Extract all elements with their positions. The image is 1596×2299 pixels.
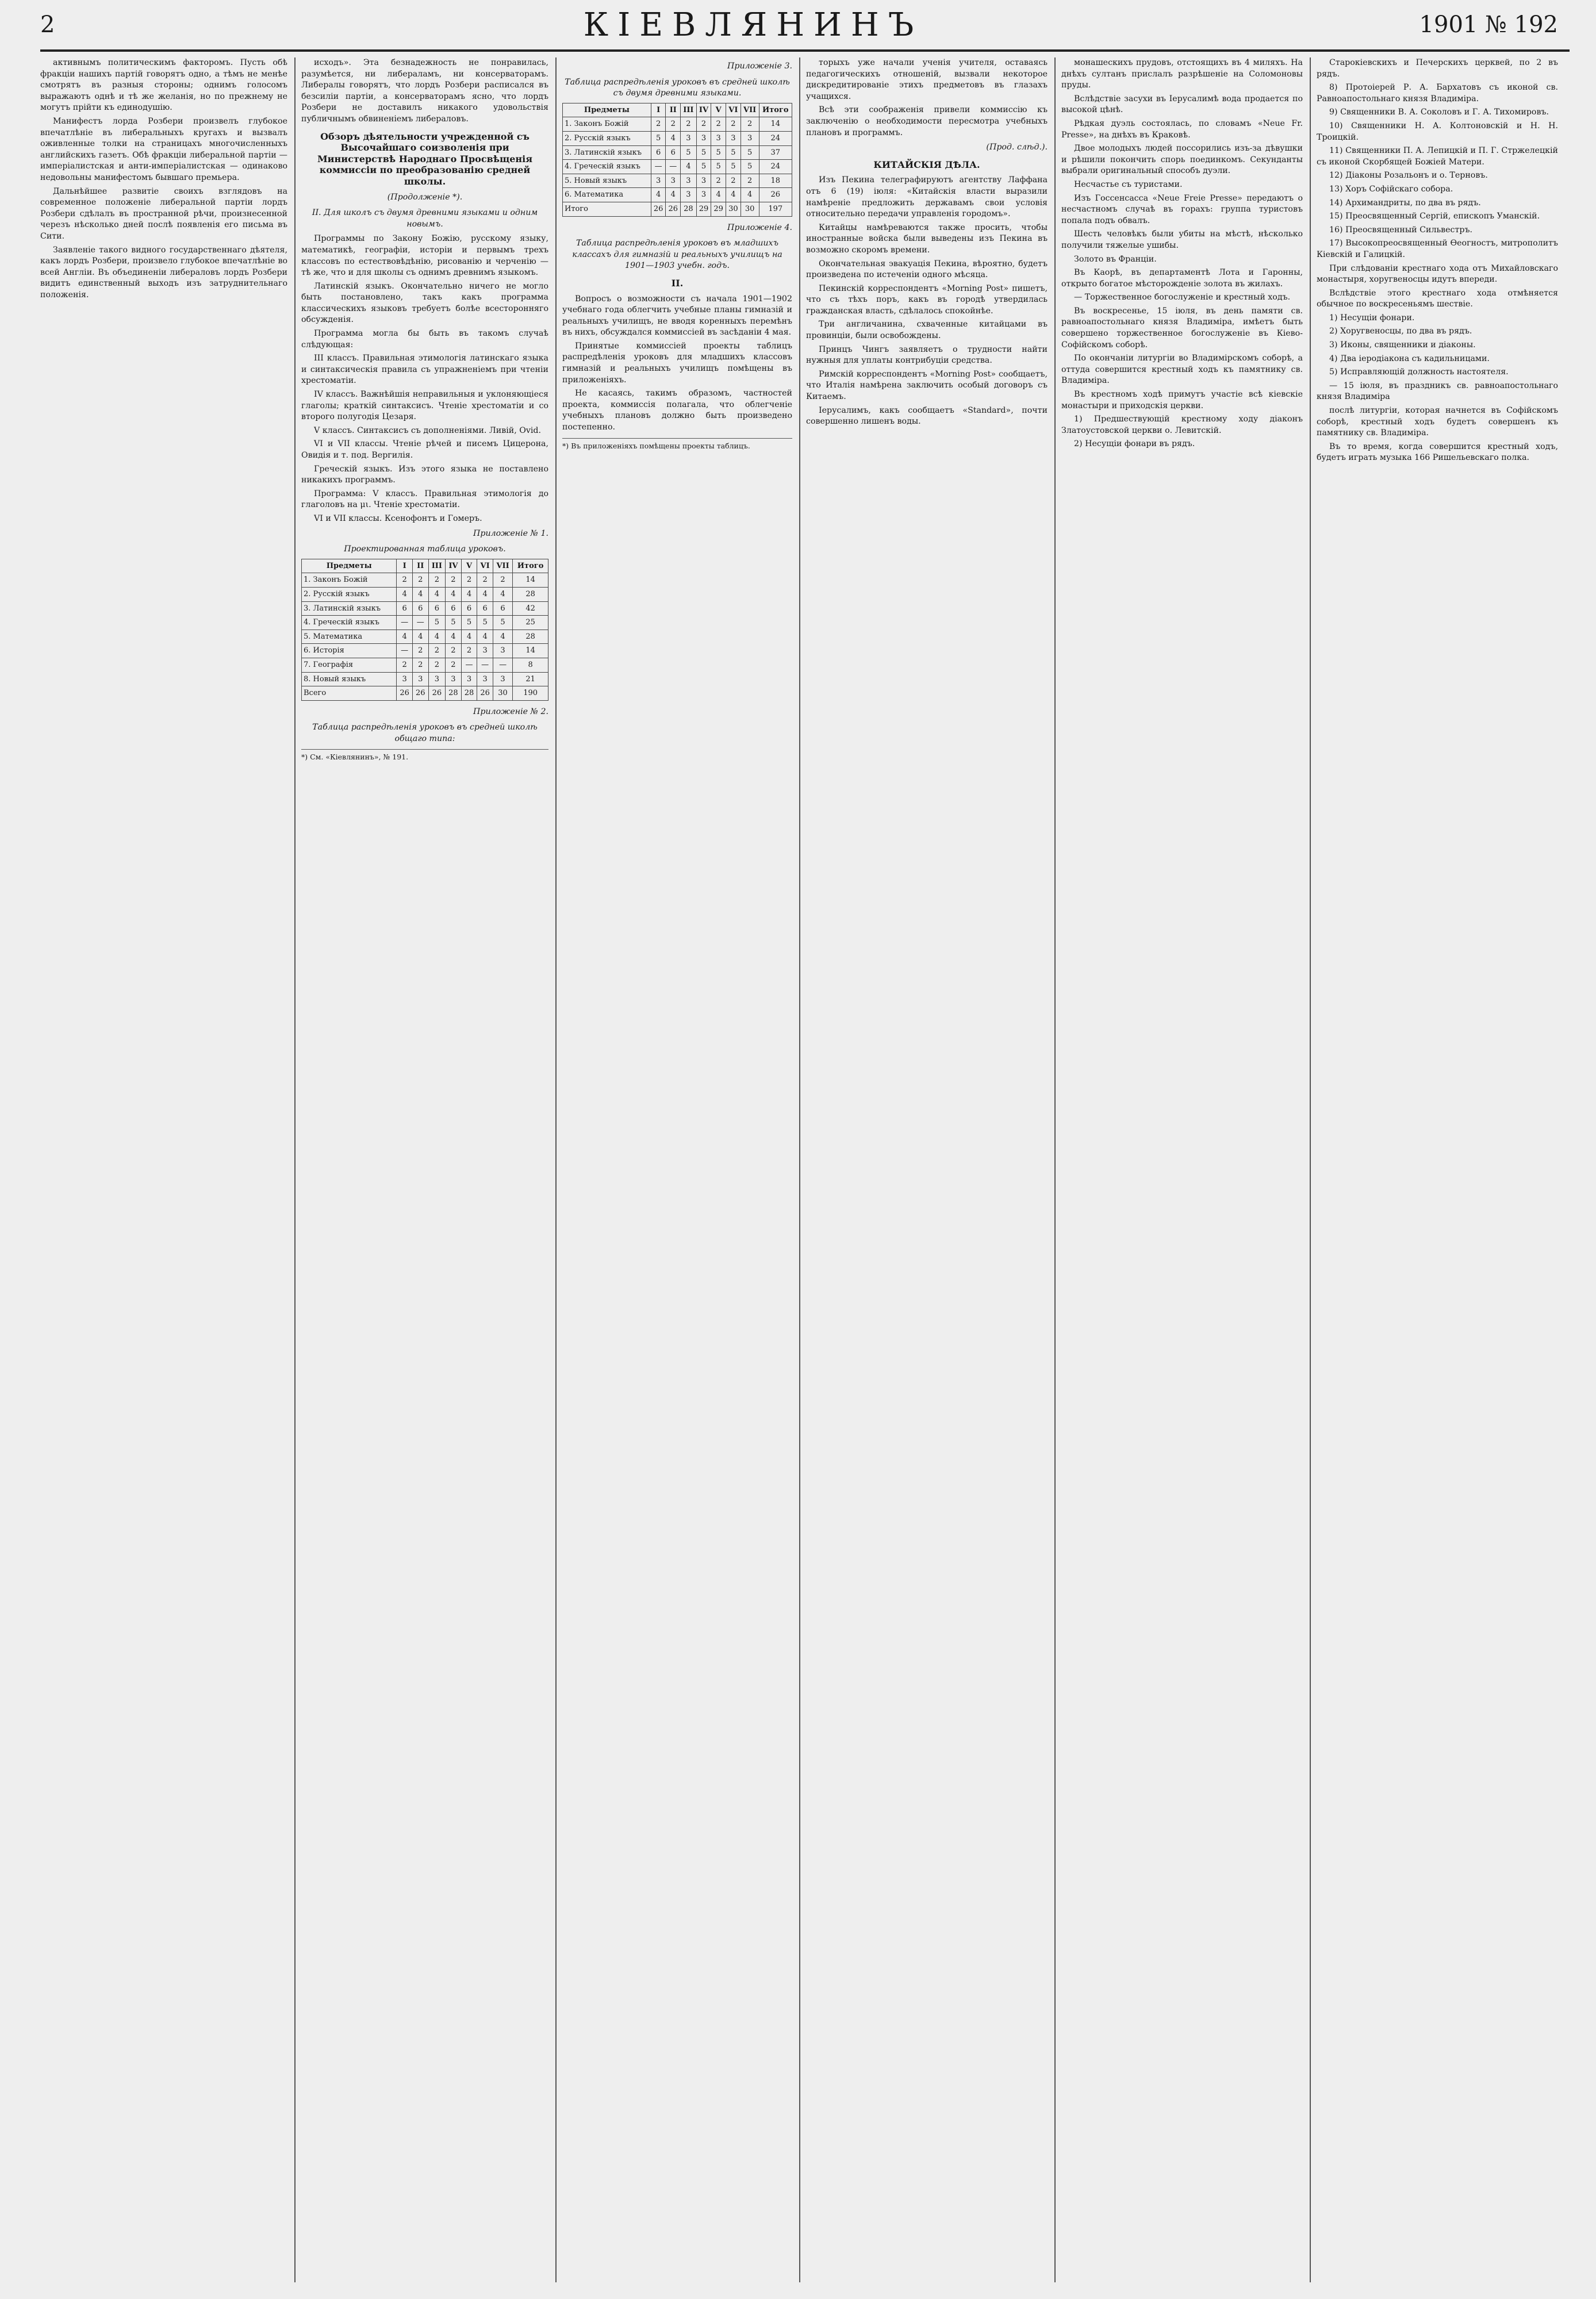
table-title: Таблица распредѣленія уроковъ въ младшихъ классахъ для гимназій и реальныхъ училищъ на 1901—1903 учебн. годъ. xyxy=(572,239,782,271)
table-cell: 2 xyxy=(741,174,759,188)
column-divider xyxy=(799,57,800,2282)
table-cell: Итого xyxy=(563,202,651,216)
table-cell: 4 xyxy=(461,587,477,601)
column-6 xyxy=(1317,57,1558,2288)
table-cell: 2 xyxy=(446,658,462,672)
paragraph: 17) Высокопреосвященный Ѳеогностъ, митрополитъ Кіевскій и Галицкій. xyxy=(1317,239,1558,259)
table-cell: 2 xyxy=(726,117,741,132)
paragraph: V классъ. Синтаксисъ съ дополненіями. Ливій, Ovid. xyxy=(314,425,542,435)
table-cell: 26 xyxy=(397,686,413,701)
paragraph: Латинскій языкъ. Окончательно ничего не могло быть постановлено, такъ какъ программа классическихъ языковъ требуетъ болѣе всесторонняго обсужденія. xyxy=(301,281,548,325)
table-row xyxy=(563,117,792,132)
table-cell: 5 xyxy=(446,616,462,630)
paragraph: Двое молодыхъ людей поссорились изъ-за дѣвушки и рѣшили покончить спорь поединкомъ. Секунданты выбрали оригинальный способъ дуэли. xyxy=(1061,144,1303,176)
table-cell: 29 xyxy=(696,202,711,216)
table-title: Таблица распредѣленія уроковъ въ средней школѣ съ двумя древними языками. xyxy=(565,77,790,98)
table-cell: 3 xyxy=(696,188,711,202)
table-cell: 24 xyxy=(759,131,792,145)
newspaper-title: КІЕВЛЯНИНЪ xyxy=(583,6,923,44)
paragraph: Не касаясь, такимъ образомъ, частностей проекта, коммиссія полагала, что облегченіе учебныхъ плановъ должно быть произведено постепенно. xyxy=(562,389,792,432)
paragraph: Дальнѣйшее развитіе своихъ взглядовъ на современное положеніе либеральной партіи лордъ Розбери сдѣлалъ въ пространной рѣчи, произнесенной черезъ нѣсколько дней послѣ появленія его письма въ Сити. xyxy=(40,186,287,241)
table-cell: 6 xyxy=(477,601,493,616)
table-cell: 28 xyxy=(461,686,477,701)
table-cell: 6. Исторія xyxy=(302,644,397,658)
table-row xyxy=(563,174,792,188)
table-cell: 26 xyxy=(666,202,681,216)
table-cell: 6 xyxy=(461,601,477,616)
table-cell: 6 xyxy=(651,145,666,160)
column-divider xyxy=(294,57,296,2282)
table-cell: 2 xyxy=(412,644,428,658)
table-cell: 3 xyxy=(397,672,413,686)
table-cell: 3 xyxy=(477,672,493,686)
header-cell: Предметы xyxy=(563,103,651,117)
table-cell: 5 xyxy=(711,145,726,160)
table-row xyxy=(302,601,548,616)
paragraph: — Торжественное богослуженіе и крестный ходъ. xyxy=(1074,293,1291,302)
table-cell: 1. Законъ Божій xyxy=(563,117,651,132)
table-cell: 4 xyxy=(493,587,512,601)
table-cell: 6 xyxy=(446,601,462,616)
table-cell: 28 xyxy=(681,202,697,216)
table-cell: 3 xyxy=(696,174,711,188)
table-cell: 18 xyxy=(759,174,792,188)
table-cell: 5 xyxy=(696,145,711,160)
continuation-note: (Продолженіе *). xyxy=(387,192,463,202)
table-cell: 5 xyxy=(741,145,759,160)
table-cell: 4 xyxy=(477,630,493,644)
table-cell: 4 xyxy=(711,188,726,202)
header-cell: IV xyxy=(446,559,462,573)
table-row xyxy=(302,630,548,644)
table-cell: 2 xyxy=(666,117,681,132)
table-cell: 5 xyxy=(696,160,711,174)
paragraph: III классъ. Правильная этимологія латинскаго языка и синтаксическія правила съ упражненіемъ при чтеніи хрестоматіи. xyxy=(301,354,548,386)
table-cell: 4 xyxy=(666,188,681,202)
paragraph: Программы по Закону Божію, русскому языку, математикѣ, географіи, исторіи и первымъ трехъ классовъ по естествовѣдѣнію, рисованію и черченію — тѣ же, что и для школы съ однимъ древнимъ языкомъ. xyxy=(301,234,548,278)
section-number: II. xyxy=(671,277,684,289)
table-cell: 4 xyxy=(461,630,477,644)
table-cell: 3 xyxy=(741,131,759,145)
table-cell: 3 xyxy=(412,672,428,686)
table-row xyxy=(302,672,548,686)
table-cell: 21 xyxy=(513,672,548,686)
table-cell: 5 xyxy=(493,616,512,630)
table-row xyxy=(302,587,548,601)
header-cell: Предметы xyxy=(302,559,397,573)
table-cell: 25 xyxy=(513,616,548,630)
paragraph: Принцъ Чингъ заявляетъ о трудности найти нужныя для уплаты контрибуціи средства. xyxy=(806,344,1048,366)
table-header-row xyxy=(302,559,548,573)
paragraph: При слѣдованіи крестнаго хода отъ Михайловскаго монастыря, хоругвеносцы идутъ впереди. xyxy=(1317,263,1558,285)
column-1 xyxy=(40,57,287,2288)
appendix-label: Приложеніе № 2. xyxy=(473,707,548,716)
table-cell: 3 xyxy=(428,672,446,686)
table-cell: 26 xyxy=(477,686,493,701)
paragraph: VI и VII классы. Чтеніе рѣчей и писемъ Цицерона, Овидія и т. под. Вергилія. xyxy=(301,439,548,460)
table-body xyxy=(302,573,548,700)
table-cell: 6. Математика xyxy=(563,188,651,202)
table-cell: Всего xyxy=(302,686,397,701)
table-cell: 5 xyxy=(726,145,741,160)
table-cell: 2 xyxy=(397,573,413,588)
schedule-table-3 xyxy=(562,103,792,217)
table-cell: 4 xyxy=(412,630,428,644)
schedule-table-1 xyxy=(301,559,548,701)
paragraph: 4) Два іеродіакона съ кадильницами. xyxy=(1329,354,1490,363)
table-cell: 4 xyxy=(726,188,741,202)
paragraph: 5) Исправляющій должность настоятеля. xyxy=(1329,367,1509,377)
page-number: 2 xyxy=(40,11,55,38)
table-cell: 5. Математика xyxy=(302,630,397,644)
table-cell: 5 xyxy=(461,616,477,630)
paragraph: Манифестъ лорда Розбери произвелъ глубокое впечатлѣніе въ либеральныхъ кругахъ и вызвалъ оживленные толки на страницахъ многочисленныхъ английскихъ газетъ. Обѣ фракціи либеральной партіи — имперіалистская и анти-имперіалистская — одинаково недовольны манифестомъ бывшаго премьера. xyxy=(40,116,287,182)
table-cell: 2 xyxy=(681,117,697,132)
table-cell: 26 xyxy=(412,686,428,701)
table-cell: 2 xyxy=(493,573,512,588)
table-cell: 2 xyxy=(477,573,493,588)
table-cell: 5. Новый языкъ xyxy=(563,174,651,188)
paragraph: монашескихъ прудовъ, отстоящихъ въ 4 миляхъ. На днѣхъ султанъ прислалъ разрѣшеніе на Соломоновы пруды. xyxy=(1061,58,1303,90)
paragraph: Старокіевскихъ и Печерскихъ церквей, по 2 въ рядъ. xyxy=(1317,58,1558,79)
table-cell: 2 xyxy=(428,658,446,672)
column-divider xyxy=(1310,57,1311,2282)
table-cell: 4 xyxy=(493,630,512,644)
column-5 xyxy=(1061,57,1303,2288)
column-divider xyxy=(1054,57,1056,2282)
paragraph: Всѣ эти соображенія привели коммиссію къ заключенію о необходимости пересмотра учебныхъ плановъ и программъ. xyxy=(806,105,1048,137)
table-cell: 190 xyxy=(513,686,548,701)
table-cell: 4 xyxy=(397,587,413,601)
paragraph: Изъ Пекина телеграфируютъ агентству Лаффана отъ 6 (19) іюля: «Китайскія власти выразили намѣреніе предложить державамъ свои условія относительно передачи управленія городомъ». xyxy=(806,175,1048,219)
table-cell: 5 xyxy=(477,616,493,630)
column-3 xyxy=(562,57,792,2288)
table-cell: 5 xyxy=(741,160,759,174)
paragraph: Греческій языкъ. Изъ этого языка не поставлено никакихъ программъ. xyxy=(301,464,548,485)
table-cell: — xyxy=(477,658,493,672)
table-header-row xyxy=(563,103,792,117)
paragraph: 15) Преосвященный Сергій, епископъ Уманскій. xyxy=(1329,212,1540,221)
table-cell: 2 xyxy=(446,573,462,588)
table-row xyxy=(563,145,792,160)
table-cell: 2 xyxy=(461,644,477,658)
paragraph: 2) Хоругвеносцы, по два въ рядъ. xyxy=(1329,327,1472,336)
table-cell: 3 xyxy=(711,131,726,145)
paragraph: Пекинскій корреспондентъ «Morning Post» пишетъ, что съ тѣхъ поръ, какъ въ городѣ утвердилась гражданская власть, сдѣлалось спокойнѣе. xyxy=(806,283,1048,316)
paragraph: Вслѣдствіе засухи въ Іерусалимѣ вода продается по высокой цѣнѣ. xyxy=(1061,94,1303,115)
table-cell: 3 xyxy=(696,131,711,145)
header-cell: II xyxy=(666,103,681,117)
table-cell: 30 xyxy=(726,202,741,216)
table-cell: 3 xyxy=(651,174,666,188)
header-cell: III xyxy=(681,103,697,117)
table-row xyxy=(563,188,792,202)
paragraph: 16) Преосвященный Сильвестръ. xyxy=(1329,225,1472,235)
paragraph: Заявленіе такого видного государственнаго дѣятеля, какъ лордъ Розбери, произвело глубокое впечатлѣніе во всей Англіи. Въ объединеніи либераловъ лордъ Розбери видитъ единственный выходъ изъ затруднительнаго положенія. xyxy=(40,245,287,300)
table-row xyxy=(563,202,792,216)
paragraph: Римскій корреспондентъ «Morning Post» сообщаетъ, что Италія намѣрена заключить особый договоръ съ Китаемъ. xyxy=(806,369,1048,402)
table-cell: 3 xyxy=(726,131,741,145)
table-cell: 2 xyxy=(428,644,446,658)
table-body xyxy=(563,117,792,216)
table-cell: 6 xyxy=(428,601,446,616)
table-cell: 3 xyxy=(446,672,462,686)
table-cell: 4 xyxy=(741,188,759,202)
footnote: *) См. «Кіевлянинъ», № 191. xyxy=(301,749,548,762)
masthead-rule xyxy=(40,49,1570,52)
table-cell: 2. Русскій языкъ xyxy=(302,587,397,601)
table-row xyxy=(302,686,548,701)
table-cell: 197 xyxy=(759,202,792,216)
paragraph: 11) Священники П. А. Лепицкій и П. Г. Стржелецкій съ иконой Скорбящей Божіей Матери. xyxy=(1317,146,1558,167)
table-cell: 5 xyxy=(681,145,697,160)
section-subheading: II. Для школъ съ двумя древними языками и одним новымъ. xyxy=(312,208,538,229)
paragraph: По окончаніи литургіи во Владимірскомъ соборѣ, а оттуда совершится крестный ходъ къ памятнику св. Владиміра. xyxy=(1061,354,1303,386)
paragraph: Въ воскресенье, 15 іюля, въ день памяти св. равноапостольнаго князя Владиміра, имѣетъ быть совершено торжественное богослуженіе въ Кіево-Софійскомъ соборѣ. xyxy=(1061,306,1303,350)
continuation-note: (Прод. слѣд.). xyxy=(986,143,1048,152)
paragraph: Несчастье съ туристами. xyxy=(1074,179,1183,189)
column-2 xyxy=(301,57,548,2288)
table-cell: 28 xyxy=(513,587,548,601)
table-title: Проектированная таблица уроковъ. xyxy=(344,544,506,554)
paragraph: Въ крестномъ ходѣ примутъ участіе всѣ кіевскіе монастыри и приходскія церкви. xyxy=(1061,390,1303,410)
table-cell: 6 xyxy=(666,145,681,160)
header-cell: Итого xyxy=(513,559,548,573)
table-cell: 29 xyxy=(711,202,726,216)
table-cell: 4. Греческій языкъ xyxy=(563,160,651,174)
table-cell: 4 xyxy=(446,587,462,601)
paragraph: Въ то время, когда совершится крестный ходъ, будетъ играть музыка 166 Ришельевскаго полка. xyxy=(1317,442,1558,463)
masthead xyxy=(40,5,1558,45)
table-cell: 6 xyxy=(397,601,413,616)
table-cell: 4 xyxy=(681,160,697,174)
table-cell: 2 xyxy=(428,573,446,588)
paragraph: 1) Несущіи фонари. xyxy=(1329,313,1415,323)
appendix-label: Приложеніе 4. xyxy=(727,222,792,232)
table-cell: 2 xyxy=(412,658,428,672)
table-cell: 4 xyxy=(666,131,681,145)
paragraph: 9) Священники В. А. Соколовъ и Г. А. Тихомировъ. xyxy=(1329,108,1549,117)
header-cell: VI xyxy=(477,559,493,573)
table-cell: 3 xyxy=(461,672,477,686)
paragraph: 14) Архимандриты, по два въ рядъ. xyxy=(1329,198,1481,208)
table-cell: 4 xyxy=(477,587,493,601)
table-cell: — xyxy=(397,644,413,658)
paragraph: 2) Несущіи фонари въ рядъ. xyxy=(1074,439,1195,449)
table-cell: 6 xyxy=(412,601,428,616)
table-cell: 2 xyxy=(711,117,726,132)
table-row xyxy=(302,644,548,658)
table-cell: 42 xyxy=(513,601,548,616)
paragraph: Рѣдкая дуэль состоялась, по словамъ «Neue Fr. Presse», на днѣхъ въ Краковѣ. xyxy=(1061,118,1303,140)
table-row xyxy=(302,573,548,588)
paragraph: исходъ». Эта безнадежность не понравилась, разумѣется, ни либераламъ, ни консерваторамъ. Либералы говорятъ, что лордъ Розбери расписался въ безсиліи партіи, а консерваторамъ ясно, что лордъ Розбери не доставилъ никакого удовольствія публичнымъ обвиненіемъ либераловъ. xyxy=(301,58,548,124)
table-cell: 5 xyxy=(726,160,741,174)
footnote: *) Въ приложеніяхъ помѣщены проекты таблицъ. xyxy=(562,438,792,451)
table-cell: 4 xyxy=(412,587,428,601)
table-cell: 2. Русскій языкъ xyxy=(563,131,651,145)
paragraph: торыхъ уже начали ученія учителя, оставаясь педагогическихъ отношеній, вызвали некоторое дискредитированіе этихъ предметовъ въ глазахъ учащихся. xyxy=(806,58,1048,101)
table-cell: 4 xyxy=(428,630,446,644)
paragraph: Изъ Госсенсасса «Neue Freie Presse» передаютъ о несчастномъ случаѣ въ горахъ: группа туристовъ попала подъ обвалъ. xyxy=(1061,193,1303,225)
header-cell: III xyxy=(428,559,446,573)
column-divider xyxy=(555,57,557,2282)
table-cell: 28 xyxy=(513,630,548,644)
table-cell: 14 xyxy=(513,644,548,658)
paragraph: IV классъ. Важнѣйшія неправильныя и уклоняющіеся глаголы; краткій синтаксисъ. Чтеніе хрестоматіи и со второго полугодія Цезаря. xyxy=(301,390,548,422)
table-cell: 2 xyxy=(446,644,462,658)
header-cell: VII xyxy=(493,559,512,573)
table-cell: 3 xyxy=(666,174,681,188)
paragraph: 8) Протоіерей Р. А. Бархатовъ съ иконой св. Равноапостольнаго князя Владиміра. xyxy=(1317,83,1558,103)
table-cell: 2 xyxy=(651,117,666,132)
table-cell: — xyxy=(651,160,666,174)
table-cell: 14 xyxy=(759,117,792,132)
table-cell: 3. Латинскій языкъ xyxy=(302,601,397,616)
paragraph: Іерусалимъ, какъ сообщаетъ «Standard», почти совершенно лишенъ воды. xyxy=(806,405,1048,427)
table-row xyxy=(563,131,792,145)
paragraph: 10) Священники Н. А. Колтоновскій и Н. Н. Троицкій. xyxy=(1317,121,1558,142)
table-cell: 3 xyxy=(681,188,697,202)
header-cell: VII xyxy=(741,103,759,117)
table-cell: 1. Законъ Божій xyxy=(302,573,397,588)
table-row xyxy=(302,658,548,672)
table-cell: — xyxy=(412,616,428,630)
appendix-label: Приложеніе 3. xyxy=(727,62,792,71)
table-cell: 2 xyxy=(741,117,759,132)
table-cell: 4. Греческій языкъ xyxy=(302,616,397,630)
table-cell: 5 xyxy=(428,616,446,630)
table-row xyxy=(302,616,548,630)
issue-number: 1901 № 192 xyxy=(1419,11,1558,38)
paragraph: Вслѣдствіе этого крестнаго хода отмѣняется обычное по воскресеньямъ шествіе. xyxy=(1317,288,1558,309)
table-cell: 28 xyxy=(446,686,462,701)
paragraph: Въ Каорѣ, въ департаментѣ Лота и Гаронны, открыто богатое мѣсторожденіе золота въ жилахъ. xyxy=(1061,268,1303,289)
table-cell: — xyxy=(397,616,413,630)
table-cell: 30 xyxy=(741,202,759,216)
table-cell: 26 xyxy=(428,686,446,701)
paragraph: Китайцы намѣреваются также просить, чтобы иностранные войска были выведены изъ Пекина въ возможно скоромъ времени. xyxy=(806,222,1048,255)
paragraph: активнымъ политическимъ факторомъ. Пусть обѣ фракціи нашихъ партій говорятъ одно, а тѣмъ не менѣе смотрятъ въ разныя стороны; однимъ голосомъ выражаютъ однѣ и тѣ же желанія, но по прежнему не могутъ прійти къ единодушію. xyxy=(40,58,287,113)
table-cell: 3 xyxy=(681,131,697,145)
table-cell: 3 xyxy=(477,644,493,658)
table-cell: 4 xyxy=(428,587,446,601)
table-cell: 7. Географія xyxy=(302,658,397,672)
header-cell: V xyxy=(711,103,726,117)
table-cell: — xyxy=(493,658,512,672)
table-cell: 37 xyxy=(759,145,792,160)
paragraph: Вопросъ о возможности съ начала 1901—1902 учебнаго года облегчить учебные планы гимназій и реальныхъ училищъ, не вводя коренныхъ перемѣнъ въ нихъ, обсуждался коммиссіей въ засѣданіи 4 мая. xyxy=(562,294,792,337)
table-cell: 8 xyxy=(513,658,548,672)
paragraph: 1) Предшествующій крестному ходу діаконъ Златоустовской церкви о. Левитскій. xyxy=(1061,414,1303,435)
table-cell: 2 xyxy=(711,174,726,188)
paragraph: Три англичанина, схваченные китайцами въ провинціи, были освобождены. xyxy=(806,320,1048,341)
table-cell: 4 xyxy=(446,630,462,644)
column-4 xyxy=(806,57,1048,2288)
header-cell: VI xyxy=(726,103,741,117)
paragraph: Шесть человѣкъ были убиты на мѣстѣ, нѣсколько получили тяжелые ушибы. xyxy=(1061,229,1303,250)
table-cell: 8. Новый языкъ xyxy=(302,672,397,686)
table-title: Таблица распредѣленія уроковъ въ средней школѣ общаго типа: xyxy=(312,723,538,743)
paragraph: Программа могла бы быть въ такомъ случаѣ слѣдующая: xyxy=(301,329,548,350)
table-cell: 26 xyxy=(651,202,666,216)
table-cell: 2 xyxy=(397,658,413,672)
header-cell: I xyxy=(651,103,666,117)
table-cell: 2 xyxy=(726,174,741,188)
table-cell: 3 xyxy=(681,174,697,188)
article-heading: КИТАЙСКІЯ ДѢЛА. xyxy=(873,159,980,170)
paragraph: Окончательная эвакуація Пекина, вѣроятно, будетъ произведена по истеченіи одного мѣсяца. xyxy=(806,259,1048,280)
table-cell: 30 xyxy=(493,686,512,701)
table-cell: 4 xyxy=(651,188,666,202)
paragraph: 12) Діаконы Розальонъ и о. Терновъ. xyxy=(1329,171,1488,181)
table-cell: — xyxy=(461,658,477,672)
paragraph: Золото въ Франціи. xyxy=(1074,254,1157,264)
appendix-label: Приложеніе № 1. xyxy=(473,528,548,538)
table-cell: 24 xyxy=(759,160,792,174)
table-cell: 2 xyxy=(461,573,477,588)
table-cell: 5 xyxy=(711,160,726,174)
table-cell: 2 xyxy=(412,573,428,588)
paragraph: VI и VII классы. Ксенофонтъ и Гомеръ. xyxy=(314,513,482,523)
table-cell: 4 xyxy=(397,630,413,644)
paragraph: 3) Иконы, священники и діаконы. xyxy=(1329,340,1476,350)
table-cell: 26 xyxy=(759,188,792,202)
paragraph: — 15 іюля, въ праздникъ св. равноапостольнаго князя Владиміра xyxy=(1317,381,1558,402)
table-cell: 3 xyxy=(493,672,512,686)
paragraph: Программа: V классъ. Правильная этимологія до глаголовъ на μι. Чтеніе хрестоматіи. xyxy=(301,489,548,510)
paragraph: послѣ литургіи, которая начнется въ Софійскомъ соборѣ, крестный ходъ будетъ совершенъ къ памятнику св. Владиміра. xyxy=(1317,406,1558,438)
table-cell: 3 xyxy=(493,644,512,658)
header-cell: IV xyxy=(696,103,711,117)
header-cell: II xyxy=(412,559,428,573)
table-cell: 14 xyxy=(513,573,548,588)
paragraph: 13) Хоръ Софійскаго собора. xyxy=(1329,184,1453,194)
header-cell: Итого xyxy=(759,103,792,117)
article-heading: Обзоръ дѣятельности учрежденной съ Высочайшаго соизволенія при Министерствѣ Народнаго Просвѣщенія коммиссіи по преобразованію средней школы. xyxy=(317,131,533,187)
table-row xyxy=(563,160,792,174)
table-cell: 2 xyxy=(696,117,711,132)
table-cell: — xyxy=(666,160,681,174)
header-cell: I xyxy=(397,559,413,573)
table-cell: 5 xyxy=(651,131,666,145)
header-cell: V xyxy=(461,559,477,573)
table-cell: 3. Латинскій языкъ xyxy=(563,145,651,160)
table-cell: 6 xyxy=(493,601,512,616)
paragraph: Принятые коммиссіей проекты таблицъ распредѣленія уроковъ для младшихъ классовъ гимназій и реальныхъ училищъ помѣщены въ приложеніяхъ. xyxy=(562,341,792,385)
